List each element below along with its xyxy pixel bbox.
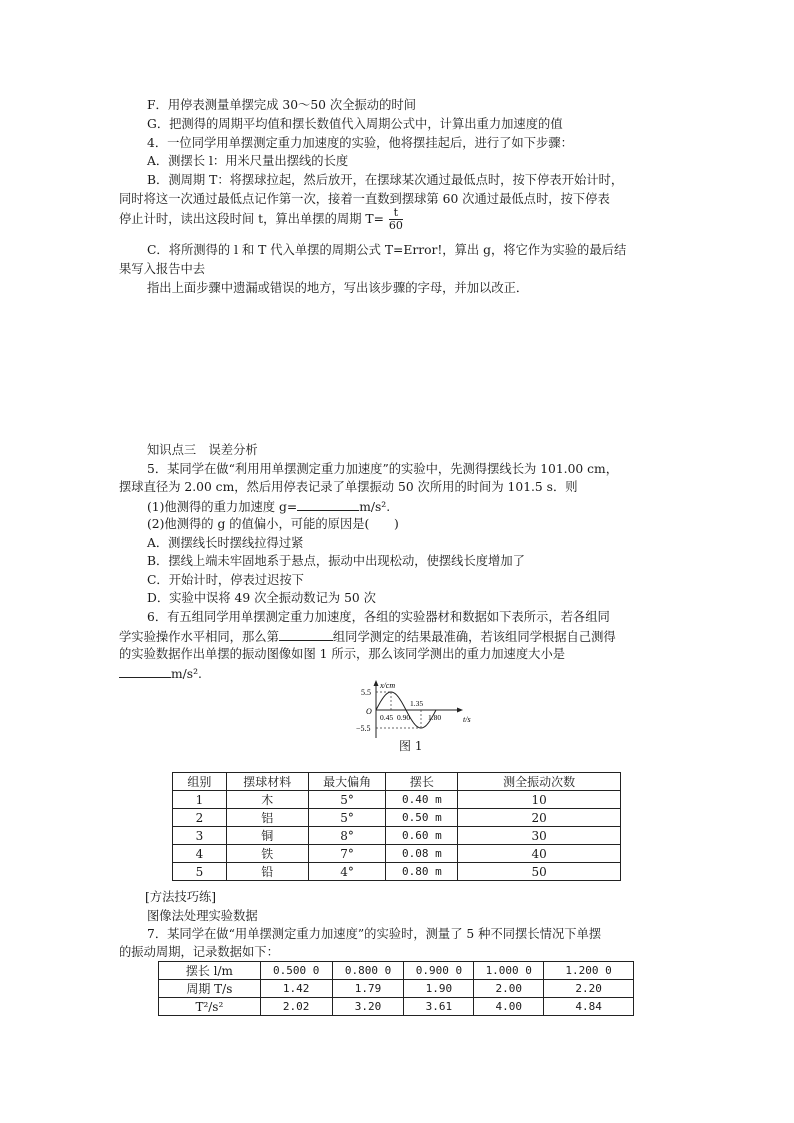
table-cell: 0.08 m	[386, 845, 458, 863]
question-4-instruction: 指出上面步骤中遗漏或错误的地方，写出该步骤的字母，并加以改正．	[147, 281, 529, 295]
table-row	[173, 863, 621, 881]
table-cell: 4	[173, 845, 227, 863]
header-cell: 组别	[173, 773, 227, 791]
table-cell: 1.79	[332, 980, 404, 998]
question-5-part1-unit: m/s².	[359, 500, 391, 514]
table-cell: 40	[458, 845, 621, 863]
tick-label: 0.90	[397, 713, 411, 722]
table-cell: 木	[226, 791, 308, 809]
question-4-step-b-text: 停止计时，读出这段时间 t，算出单摆的周期 T=	[119, 212, 384, 226]
question-6-line2	[119, 628, 616, 645]
question-5-line1: 5．某同学在做“利用用单摆测定重力加速度”的实验中，先测得摆线长为 101.00 cm，	[147, 462, 618, 476]
question-4-step-b-line1: B．测周期 T：将摆球拉起，然后放开，在摆球某次通过最低点时，按下停表开始计时，	[147, 173, 624, 187]
row-label: 周期 T/s	[159, 980, 261, 998]
table-cell: 4°	[308, 863, 386, 881]
table-cell: 5	[173, 863, 227, 881]
question-6-line3: 的实验数据作出单摆的振动图像如图 1 所示，那么该同学测出的重力加速度大小是	[119, 647, 566, 661]
figure-1-caption: 图 1	[399, 739, 423, 753]
question-4-stem: 4．一位同学用单摆测定重力加速度的实验，他将摆挂起后，进行了如下步骤：	[147, 136, 573, 150]
figure-1-oscillation-graph	[338, 678, 478, 744]
y-min-label: −5.5	[356, 724, 371, 733]
question-5-part2: (2)他测得的 g 的值偏小，可能的原因是( )	[147, 517, 399, 531]
table-cell: 0.60 m	[386, 827, 458, 845]
table-cell: 4.84	[544, 998, 634, 1016]
experiment-data-table	[172, 772, 621, 881]
table-cell: 1	[173, 791, 227, 809]
table-cell: 1.000 0	[474, 962, 544, 980]
table-row	[173, 845, 621, 863]
table-cell: 7°	[308, 845, 386, 863]
table-cell: 铁	[226, 845, 308, 863]
question-5-option-a: A．测摆线长时摆线拉得过紧	[147, 536, 304, 550]
method-heading: [方法技巧练]	[145, 890, 217, 904]
origin-label: O	[366, 707, 372, 716]
row-label: 摆长 l/m	[159, 962, 261, 980]
section-heading-kp3: 知识点三 误差分析	[147, 443, 258, 457]
table-cell: 3	[173, 827, 227, 845]
header-cell: 摆长	[386, 773, 458, 791]
table-cell: 1.90	[404, 980, 474, 998]
table-cell: 5°	[308, 809, 386, 827]
question-6-line2-b: 组同学测定的结果最准确，若该组同学根据自己测得	[332, 630, 616, 644]
question-6-line2-a: 学实验操作水平相同，那么第	[119, 630, 279, 644]
table-cell: 0.800 0	[332, 962, 404, 980]
table-cell: 1.42	[260, 980, 332, 998]
table-cell: 2	[173, 809, 227, 827]
step-g: G．把测得的周期平均值和摆长数值代入周期公式中，计算出重力加速度的值	[147, 117, 563, 131]
table-row	[159, 962, 634, 980]
question-5-part1-text: (1)他测得的重力加速度 g=	[147, 500, 298, 514]
table-cell: 3.61	[404, 998, 474, 1016]
table-cell: 0.50 m	[386, 809, 458, 827]
pendulum-period-table	[158, 961, 634, 1016]
answer-blank-gravity[interactable]	[119, 665, 171, 678]
x-axis-arrow	[457, 708, 463, 713]
question-5-option-c: C．开始计时，停表过迟按下	[147, 573, 304, 587]
table-cell: 20	[458, 809, 621, 827]
method-subheading: 图像法处理实验数据	[147, 909, 258, 923]
table-cell: 2.20	[544, 980, 634, 998]
table-row	[159, 998, 634, 1016]
x-axis-label: t/s	[463, 715, 471, 724]
question-6-line4-unit: m/s².	[171, 667, 202, 681]
question-4-step-c-line2: 果写入报告中去	[119, 262, 206, 276]
table-cell: 2.00	[474, 980, 544, 998]
question-6-line1: 6．有五组同学用单摆测定重力加速度，各组的实验器材和数据如下表所示，若各组同	[147, 610, 610, 624]
table-cell: 10	[458, 791, 621, 809]
question-5-option-d: D．实验中误将 49 次全振动数记为 50 次	[147, 591, 376, 605]
question-5-line2: 摆球直径为 2.00 cm，然后用停表记录了单摆振动 50 次所用的时间为 101.5 s．则	[119, 480, 578, 494]
table-cell: 4.00	[474, 998, 544, 1016]
table-cell: 铝	[226, 809, 308, 827]
table-cell: 2.02	[260, 998, 332, 1016]
table-cell: 30	[458, 827, 621, 845]
table-row	[173, 791, 621, 809]
answer-blank-group[interactable]	[279, 628, 333, 641]
tick-label: 0.45	[380, 713, 394, 722]
step-f: F．用停表测量单摆完成 30～50 次全振动的时间	[147, 98, 416, 112]
fraction-numerator: t	[389, 207, 403, 220]
header-cell: 最大偏角	[308, 773, 386, 791]
table-cell: 铅	[226, 863, 308, 881]
table-cell: 5°	[308, 791, 386, 809]
y-max-label: 5.5	[361, 688, 371, 697]
table-cell: 铜	[226, 827, 308, 845]
tick-label: 1.80	[428, 713, 442, 722]
table-header-row	[173, 773, 621, 791]
question-4-step-b-line3	[119, 207, 404, 232]
table-cell: 0.40 m	[386, 791, 458, 809]
question-4-step-b-line2: 同时将这一次通过最低点记作第一次，接着一直数到摆球第 60 次通过最低点时，按下停表	[119, 192, 610, 206]
row-label: T²/s²	[159, 998, 261, 1016]
period-fraction	[389, 207, 403, 232]
question-4-step-a: A．测摆长 l：用米尺量出摆线的长度	[147, 154, 349, 168]
question-7-line2: 的振动周期，记录数据如下：	[119, 945, 279, 959]
question-7-line1: 7．某同学在做“用单摆测定重力加速度”的实验时，测量了 5 种不同摆长情况下单摆	[147, 927, 602, 941]
table-cell: 0.80 m	[386, 863, 458, 881]
table-cell: 0.900 0	[404, 962, 474, 980]
table-row	[173, 827, 621, 845]
table-cell: 1.200 0	[544, 962, 634, 980]
table-cell: 0.500 0	[260, 962, 332, 980]
question-5-part1	[147, 498, 390, 515]
y-axis-arrow	[374, 680, 379, 686]
table-row	[173, 809, 621, 827]
question-6-line4	[119, 665, 202, 682]
tick-label: 1.35	[410, 699, 424, 708]
table-cell: 3.20	[332, 998, 404, 1016]
question-5-option-b: B．摆线上端未牢固地系于悬点，振动中出现松动，使摆线长度增加了	[147, 554, 525, 568]
table-cell: 8°	[308, 827, 386, 845]
table-cell: 50	[458, 863, 621, 881]
header-cell: 测全振动次数	[458, 773, 621, 791]
question-4-step-c-line1: C．将所测得的 l 和 T 代入单摆的周期公式 T=Error!，算出 g，将它作为实验的最后结	[147, 243, 627, 257]
y-axis-label: x/cm	[380, 681, 396, 690]
table-row	[159, 980, 634, 998]
fraction-denominator: 60	[388, 219, 403, 232]
answer-blank-g[interactable]	[297, 498, 359, 511]
header-cell: 摆球材料	[226, 773, 308, 791]
